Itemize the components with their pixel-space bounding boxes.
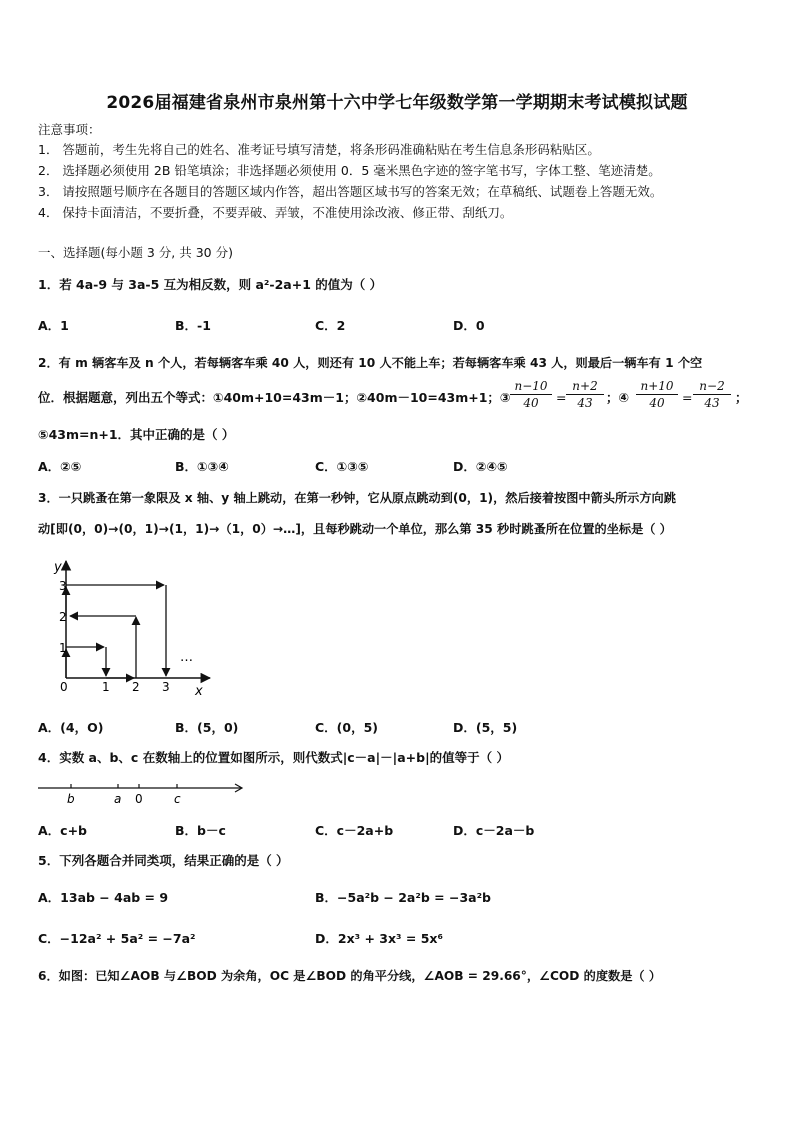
x-tick-2: 2 [132,680,140,694]
fraction-3a-numerator: n−10 [510,378,552,395]
question-1: 1．若 4a-9 与 3a-5 互为相反数，则 a²-2a+1 的值为（ ） [38,277,383,292]
notice-item-1: 1． 答题前，考生先将自己的姓名、准考证号填写清楚，将条形码准确粘贴在考生信息条形码粘贴区。 [38,142,600,157]
fraction-3a-denominator: 40 [523,396,539,410]
x-tick-0: 0 [60,680,68,694]
question-2-line-3: ⑤43m=n+1．其中正确的是（ ） [38,427,235,442]
question-5: 5．下列各题合并同类项，结果正确的是（ ） [38,853,289,868]
page-title: 2026届福建省泉州市泉州第十六中学七年级数学第一学期期末考试模拟试题 [106,93,688,113]
y-tick-1: 1 [59,641,67,655]
y-tick-3: 3 [59,579,67,593]
q2-option-b: B．①③④ [175,459,229,474]
question-6: 6．如图：已知∠AOB 与∠BOD 为余角，OC 是∠BOD 的角平分线，∠AOB = 29.66°，∠COD 的度数是（ ） [38,969,662,983]
x-axis-label: x [195,684,203,699]
q4-option-a: A．c+b [38,823,88,838]
question-2-line-2: 位．根据题意，列出五个等式：①40m+10=43m－1；②40m－10=43m+1；③ [38,390,511,405]
graph-ellipsis: … [180,650,193,665]
fraction-3b-numerator: n+2 [566,378,604,395]
fraction-4a [636,378,678,411]
fraction-3a [510,378,552,411]
flea-path-graph [40,555,215,700]
flea-path [66,585,166,678]
separator-4: ；④ [606,390,630,405]
q5-option-a: A．13ab − 4ab = 9 [38,890,169,905]
question-3-line-1: 3．一只跳蚤在第一象限及 x 轴、y 轴上跳动，在第一秒钟，它从原点跳动到(0，1)，然后接着按图中箭头所示方向跳 [38,491,676,505]
fraction-4a-denominator: 40 [649,396,665,410]
y-tick-2: 2 [59,610,67,624]
x-tick-3: 3 [162,680,170,694]
axis-label-b: b [67,792,75,806]
q5-option-d: D．2x³ + 3x³ = 5x⁶ [315,931,443,946]
q2-option-a: A．②⑤ [38,459,82,474]
q4-option-c: C．c－2a+b [315,823,394,838]
q1-option-b: B．-1 [175,318,211,333]
q4-option-b: B．b－c [175,823,226,838]
question-3-line-2: 动[即(0，0)→(0，1)→(1，1)→（1，0）→…]，且每秒跳动一个单位，那么第 35 秒时跳蚤所在位置的坐标是（ ） [38,522,672,536]
number-line [36,778,246,808]
q1-option-c: C．2 [315,318,346,333]
axis-label-a: a [114,792,122,806]
question-2-line-1: 2．有 m 辆客车及 n 个人，若每辆客车乘 40 人，则还有 10 人不能上车；若每辆客车乘 43 人，则最后一辆车有 1 个空 [38,356,703,370]
fraction-4b [693,378,731,411]
q3-option-a: A．(4，O) [38,720,104,735]
notice-item-3: 3． 请按照题号顺序在各题目的答题区域内作答，超出答题区域书写的答案无效；在草稿纸、试题卷上答题无效。 [38,184,663,199]
q1-option-d: D．0 [453,318,485,333]
equals-3: = [556,390,567,405]
section-heading: 一、选择题(每小题 3 分, 共 30 分) [38,245,233,260]
axis-label-c: c [174,792,181,806]
q2-option-d: D．②④⑤ [453,459,508,474]
x-tick-1: 1 [102,680,110,694]
q2-option-c: C．①③⑤ [315,459,369,474]
q4-option-d: D．c－2a－b [453,823,535,838]
q1-option-a: A．1 [38,318,69,333]
q5-option-c: C．−12a² + 5a² = −7a² [38,931,196,946]
q5-option-b: B．−5a²b − 2a²b = −3a²b [315,890,491,905]
notice-heading: 注意事项： [38,122,101,137]
fraction-end: ； [735,390,748,405]
fraction-4a-numerator: n+10 [636,378,678,395]
question-4: 4．实数 a、b、c 在数轴上的位置如图所示，则代数式|c－a|－|a+b|的值等于（ ） [38,750,510,765]
y-axis-label: y [54,560,62,575]
equals-4: = [682,390,693,405]
q3-option-b: B．(5，0) [175,720,239,735]
fraction-3b-denominator: 43 [577,396,593,410]
q3-option-d: D．(5，5) [453,720,518,735]
fraction-4b-numerator: n−2 [693,378,731,395]
notice-item-2: 2． 选择题必须使用 2B 铅笔填涂；非选择题必须使用 0．5 毫米黑色字迹的签字笔书写，字体工整、笔迹清楚。 [38,163,661,178]
fraction-3b [566,378,604,411]
fraction-4b-denominator: 43 [704,396,720,410]
q3-option-c: C．(0，5) [315,720,378,735]
notice-item-4: 4． 保持卡面清洁，不要折叠，不要弄破、弄皱，不准使用涂改液、修正带、刮纸刀。 [38,205,513,220]
axis-label-zero: 0 [135,792,143,806]
